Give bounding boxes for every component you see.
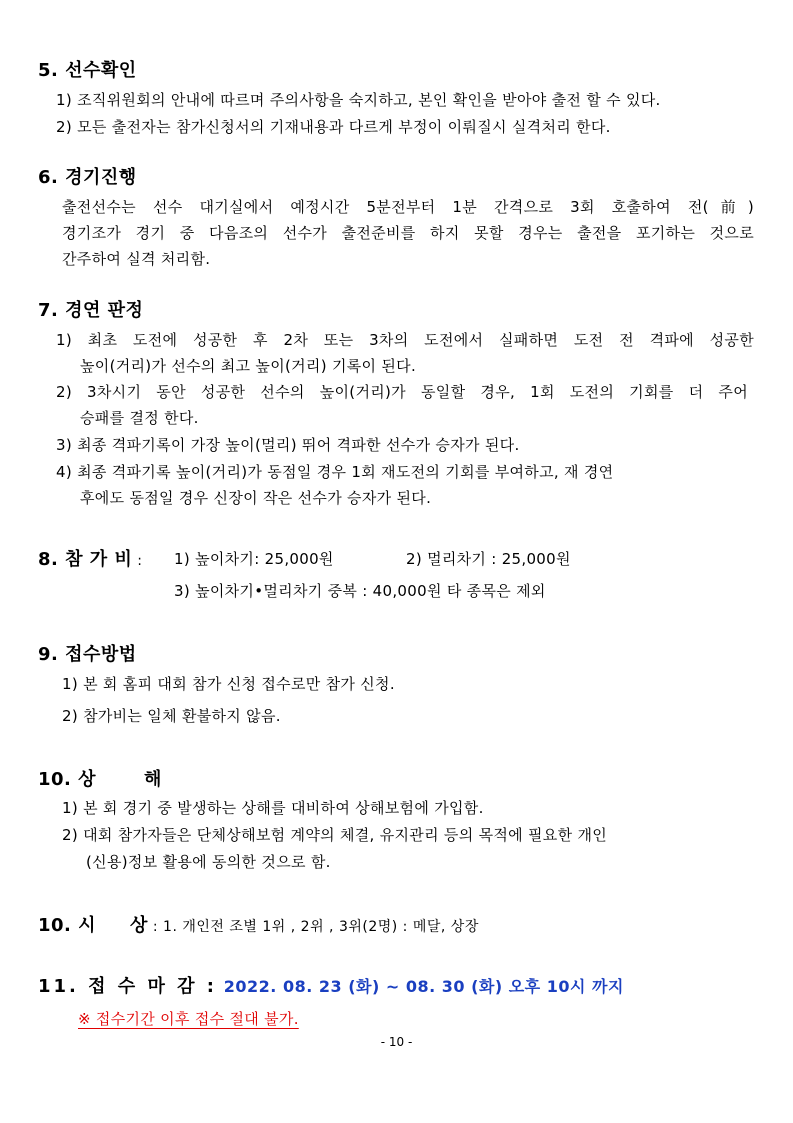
registration-period: 2022. 08. 23 (화) ~ 08. 30 (화) 오후 10시 까지	[223, 977, 624, 996]
section-5-title: 5. 선수확인	[38, 60, 137, 81]
section-9-item-1: 1) 본 회 홈피 대회 참가 신청 접수로만 참가 신청.	[62, 675, 395, 693]
section-7-line-3: 2) 3차시기 동안 성공한 선수의 높이(거리)가 동일할 경우, 1회 도전의 기회를 더 주어	[56, 383, 748, 401]
registration-notice: ※ 접수기간 이후 접수 절대 불가.	[78, 1010, 299, 1028]
section-10-award-number: 10. 시	[38, 915, 97, 936]
section-10-injury-line-3: (신용)정보 활용에 동의한 것으로 함.	[86, 853, 331, 871]
section-9-item-2: 2) 참가비는 일체 환불하지 않음.	[62, 707, 281, 725]
section-5-item-1: 1) 조직위원회의 안내에 따르며 주의사항을 숙지하고, 본인 확인을 받아야 출전 할 수 있다.	[56, 91, 661, 109]
section-11-title: 11. 접 수 마 감 :	[38, 976, 217, 997]
section-7-line-2: 높이(거리)가 선수의 최고 높이(거리) 기록이 된다.	[80, 357, 417, 375]
page-number: - 10 -	[380, 1035, 413, 1049]
section-6-line-2: 경기조가 경기 중 다음조의 선수가 출전준비를 하지 못할 경우는 출전을 포기하는 것으로	[62, 224, 754, 242]
section-7-line-7: 후에도 동점일 경우 신장이 작은 선수가 승자가 된다.	[80, 489, 432, 507]
section-7-title: 7. 경연 판정	[38, 300, 144, 321]
section-10-award-heading	[38, 911, 479, 937]
section-8-colon: :	[132, 553, 143, 569]
section-11-heading	[38, 972, 624, 998]
fee-long-kick: 2) 멀리차기 : 25,000원	[406, 550, 571, 568]
section-10-award-word: 상	[130, 915, 148, 936]
section-9-title: 9. 접수방법	[38, 644, 137, 665]
section-6-line-1: 출전선수는 선수 대기실에서 예정시간 5분전부터 1분 간격으로 3회 호출하여 전(前)	[62, 198, 754, 216]
section-8-heading	[38, 545, 143, 571]
section-6-title: 6. 경기진행	[38, 167, 137, 188]
section-7-line-1: 1) 최초 도전에 성공한 후 2차 또는 3차의 도전에서 실패하면 도전 전 격파에 성공한	[56, 331, 754, 349]
section-10-injury-heading	[38, 765, 162, 791]
section-10-injury-word: 해	[144, 769, 162, 790]
section-6-line-3: 간주하여 실격 처리함.	[62, 250, 211, 268]
section-7-line-6: 4) 최종 격파기록 높이(거리)가 동점일 경우 1회 재도전의 기회를 부여하고, 재 경연	[56, 463, 614, 481]
section-10-injury-line-1: 1) 본 회 경기 중 발생하는 상해를 대비하여 상해보험에 가입함.	[62, 799, 484, 817]
section-8-title: 8. 참 가 비	[38, 549, 133, 570]
section-7-line-4: 승패를 결정 한다.	[80, 409, 199, 427]
fee-high-kick: 1) 높이차기: 25,000원	[174, 550, 334, 568]
fee-combined: 3) 높이차기•멀리차기 중복 : 40,000원 타 종목은 제외	[174, 582, 546, 600]
section-5-item-2: 2) 모든 출전자는 참가신청서의 기재내용과 다르게 부정이 이뤄질시 실격처리 한다.	[56, 118, 611, 136]
section-10-injury-number: 10. 상	[38, 769, 97, 790]
section-7-line-5: 3) 최종 격파기록이 가장 높이(멀리) 뛰어 격파한 선수가 승자가 된다.	[56, 436, 520, 454]
section-10-award-detail: : 1. 개인전 조별 1위 , 2위 , 3위(2명) : 메달, 상장	[147, 919, 479, 935]
section-10-injury-line-2: 2) 대회 참가자들은 단체상해보험 계약의 체결, 유지관리 등의 목적에 필요한 개인	[62, 826, 608, 844]
